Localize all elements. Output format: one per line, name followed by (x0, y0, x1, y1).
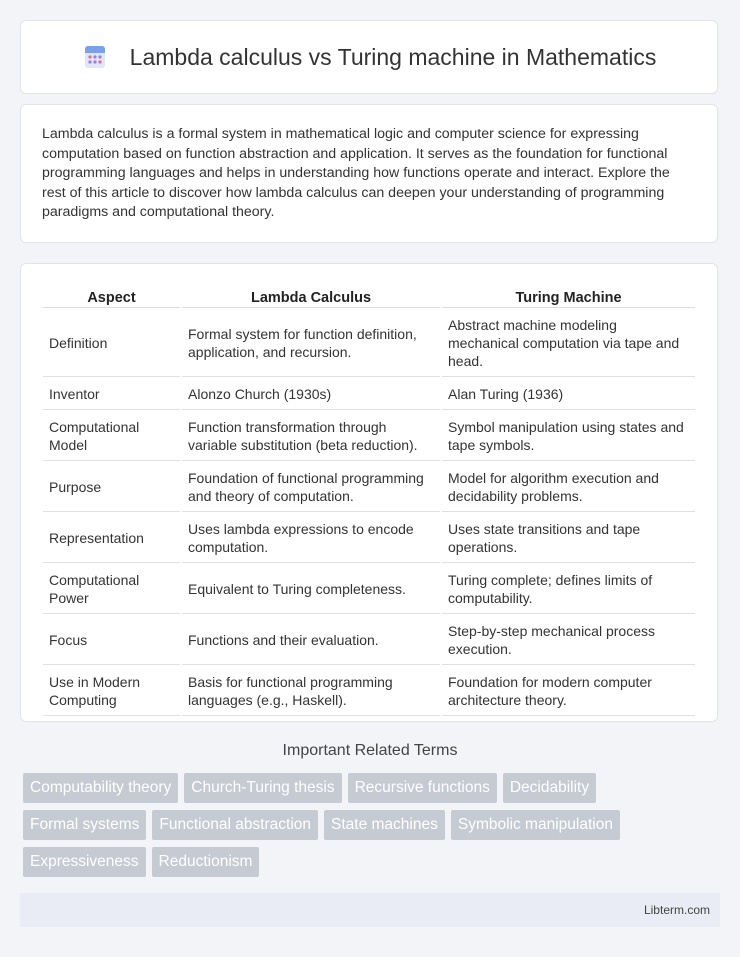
intro-card (20, 104, 718, 243)
lambda-cell: Functions and their evaluation. (182, 616, 440, 665)
page-title: Lambda calculus vs Turing machine in Mathematics (129, 43, 657, 70)
aspect-cell: Computational Power (43, 565, 180, 614)
aspect-cell: Inventor (43, 379, 180, 410)
table-row (43, 616, 695, 665)
tag-formal-systems[interactable]: Formal systems (23, 810, 146, 840)
lambda-cell: Function transformation through variable substitution (beta reduction). (182, 412, 440, 461)
turing-cell: Step-by-step mechanical process execution. (442, 616, 695, 665)
column-header: Lambda Calculus (182, 286, 440, 308)
lambda-cell: Formal system for function definition, application, and recursion. (182, 310, 440, 377)
header (82, 44, 657, 71)
footer-site-link[interactable]: Libterm.com (643, 903, 710, 917)
lambda-cell: Uses lambda expressions to encode computation. (182, 514, 440, 563)
table-row (43, 310, 695, 377)
table-row (43, 667, 695, 716)
tag-computability-theory[interactable]: Computability theory (23, 773, 178, 803)
table-row (43, 412, 695, 461)
turing-cell: Symbol manipulation using states and tape symbols. (442, 412, 695, 461)
column-header: Turing Machine (442, 286, 695, 308)
turing-cell: Model for algorithm execution and decidability problems. (442, 463, 695, 512)
comparison-table (41, 284, 697, 718)
calculator-icon (82, 44, 108, 70)
table-row (43, 379, 695, 410)
tag-church-turing-thesis[interactable]: Church-Turing thesis (184, 773, 341, 803)
lambda-cell: Alonzo Church (1930s) (182, 379, 440, 410)
table-row (43, 514, 695, 563)
tag-state-machines[interactable]: State machines (324, 810, 445, 840)
turing-cell: Foundation for modern computer architecture theory. (442, 667, 695, 716)
tag-reductionism[interactable]: Reductionism (152, 847, 260, 877)
tag-functional-abstraction[interactable]: Functional abstraction (152, 810, 318, 840)
aspect-cell: Purpose (43, 463, 180, 512)
table-row (43, 565, 695, 614)
related-terms-section (20, 742, 720, 877)
related-terms-title: Important Related Terms (282, 742, 458, 759)
footer (20, 893, 720, 927)
aspect-cell: Focus (43, 616, 180, 665)
aspect-cell: Use in Modern Computing (43, 667, 180, 716)
lambda-cell: Foundation of functional programming and theory of computation. (182, 463, 440, 512)
turing-cell: Uses state transitions and tape operations. (442, 514, 695, 563)
turing-cell: Turing complete; defines limits of computability. (442, 565, 695, 614)
table-header-row (43, 286, 695, 308)
tag-expressiveness[interactable]: Expressiveness (23, 847, 146, 877)
table-row (43, 463, 695, 512)
turing-cell: Alan Turing (1936) (442, 379, 695, 410)
turing-cell: Abstract machine modeling mechanical computation via tape and head. (442, 310, 695, 377)
column-header: Aspect (43, 286, 180, 308)
comparison-table-card (20, 263, 718, 722)
tag-symbolic-manipulation[interactable]: Symbolic manipulation (451, 810, 620, 840)
lambda-cell: Basis for functional programming languages (e.g., Haskell). (182, 667, 440, 716)
tag-recursive-functions[interactable]: Recursive functions (348, 773, 497, 803)
aspect-cell: Definition (43, 310, 180, 377)
aspect-cell: Computational Model (43, 412, 180, 461)
tag-decidability[interactable]: Decidability (503, 773, 596, 803)
header-card (20, 20, 718, 94)
aspect-cell: Representation (43, 514, 180, 563)
lambda-cell: Equivalent to Turing completeness. (182, 565, 440, 614)
related-terms-tags (20, 773, 720, 877)
intro-text: Lambda calculus is a formal system in mathematical logic and computer science for expressing computation based on function abstraction and application. It serves as the foundation for functional programming languages and helps in understanding how functions operate and interact. Explore the rest of this article to discover how lambda calculus can deepen your understanding of programming paradigms and computational theory. (42, 126, 670, 221)
